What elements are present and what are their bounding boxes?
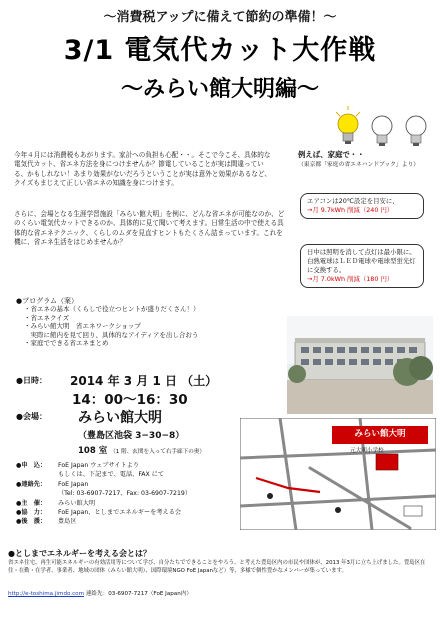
tagline: 〜消費税アップに備えて節約の準備！〜 xyxy=(103,10,337,25)
tip-saving: →月 7.0kWh 削減（180 円） xyxy=(307,275,394,283)
detail-key: ●後 援： xyxy=(16,518,47,526)
program-list xyxy=(24,305,284,348)
detail-key: ●主 催： xyxy=(16,499,47,507)
intro-paragraph-2: さらに、会場となる生涯学習施設「みらい館大明」を例に、どんな省エネが可能なのか、どのくらい電気代カットできるのか、具体的に見て聞いて考えます。日常生活の中で使える具体的な省エネテクニック、くらしのムダを見直すヒントもたくさん詰まっています。これを機に、省エネ生活をはじめませんか？ xyxy=(14,210,285,247)
detail-key: ●協 力： xyxy=(16,509,47,517)
subtitle: 〜みらい館大明編〜 xyxy=(120,77,319,102)
tip-bubble-aircon xyxy=(300,193,424,219)
unlit-bulb-icon xyxy=(406,116,426,146)
intro-paragraph-1: 今年４月には消費税もあがります。家計への負担も心配・・。そこで今こそ、具体的な電気代カット、省エネ方法を身につけませんか？節電していることが実は間違っている、かもしれない！あまり効果がないだろうということが実は意外と効果があるなど、クイズもまじえて正しい省エネの知識を身につけます。 xyxy=(14,151,272,188)
detail-key: ●連絡先： xyxy=(16,480,47,488)
program-item: ・家庭でできる省エネまとめ xyxy=(24,339,109,348)
event-details xyxy=(16,461,256,527)
venue-room xyxy=(78,444,205,456)
detail-value: FoE Japan、としまでエネルギーを考える会 xyxy=(58,509,182,517)
detail-key xyxy=(16,489,58,498)
light-bulbs-illustration xyxy=(336,106,432,150)
detail-value: FoE Japan ウェブサイトより xyxy=(58,462,140,469)
program-title: ●プログラム（案） xyxy=(16,297,79,305)
detail-value: FoE Japan xyxy=(58,480,89,488)
event-time: 14：00〜16：30 xyxy=(72,392,188,408)
tip-bubble-lighting xyxy=(300,244,424,288)
date-label: ●日時： xyxy=(16,376,47,385)
detail-row xyxy=(16,499,256,508)
detail-value: 豊島区 xyxy=(58,518,77,526)
main-title: 3/1 電気代カット大作戦 xyxy=(63,35,377,66)
detail-value: もしくは、下記まで、電話、FAX にて xyxy=(58,471,165,479)
unlit-bulb-icon xyxy=(372,116,392,146)
venue-name: みらい館大明 xyxy=(78,410,162,426)
contact-text: 連絡先：03-6907-7217（FoE Japan内） xyxy=(85,591,192,597)
program-item: ・省エネの基本（くらしで役立つヒントが盛りだくさん！） xyxy=(24,305,200,313)
room-number: 108 室 xyxy=(78,446,108,456)
about-body: 省エネ住宅、再生可能エネルギーの有効活用等について学び、自分たちでできることをやろう、と考えた豊島区内の市民や団体が、2013 年3月に立ち上げました。豊島区在住・在勤・在学者、事業者、地域の団体（みらい館大明）、国際環境NGO FoE Japanなど）等、多様で個性豊かなメンバーが集っています。 xyxy=(8,560,426,575)
detail-row xyxy=(16,508,256,517)
detail-row xyxy=(16,489,256,498)
map-sublabel: 元大明小学校 xyxy=(350,448,384,454)
example-source: （東京都「家庭の省エネハンドブック」より） xyxy=(298,162,420,168)
venue-building-photo xyxy=(287,316,433,414)
detail-key xyxy=(16,470,58,479)
event-date: 2014 年 3 月 1 日 （土） xyxy=(70,374,218,388)
detail-value: みらい館大明 xyxy=(58,499,96,507)
website-link[interactable]: http://e-toshima.jimdo.com xyxy=(8,591,85,597)
detail-key: ●申 込： xyxy=(16,462,47,469)
detail-value: （Tel: 03-6907-7217、Fax: 03-6907-7219） xyxy=(58,490,192,498)
detail-row xyxy=(16,470,256,479)
example-heading: 例えば、家庭で・・ xyxy=(298,150,365,159)
program-item: 実際に館内を見て回り、具体的なアイディアを出し合おう xyxy=(24,330,199,339)
tip-text: 日中は照明を消して点灯は最小限に。白熱電球はＬＥＤ電球や電球型蛍光灯に交換する。 xyxy=(307,248,416,274)
example-callout xyxy=(298,150,428,170)
venue-label: ●会場： xyxy=(16,412,47,421)
room-note: （1 階、玄関を入って右手廊下の奥） xyxy=(110,449,206,455)
program-item: ・省エネクイズ xyxy=(24,313,70,322)
venue-address: （豊島区池袋 3−30−8） xyxy=(78,431,185,441)
lit-bulb-icon xyxy=(336,106,360,144)
tip-text: エアコンは20℃設定を目安に、 xyxy=(307,197,399,205)
footer-contact xyxy=(8,589,434,597)
about-heading: ●としまでエネルギーを考える会とは？ xyxy=(8,549,151,558)
detail-row xyxy=(16,480,256,489)
tip-saving: →月 9.7kWh 削減（240 円） xyxy=(307,206,394,214)
map-label: みらい館大明 xyxy=(354,429,406,439)
detail-row xyxy=(16,517,256,526)
detail-row xyxy=(16,461,256,470)
program-item: ・みらい館大明 省エネワークショップ xyxy=(24,322,141,331)
